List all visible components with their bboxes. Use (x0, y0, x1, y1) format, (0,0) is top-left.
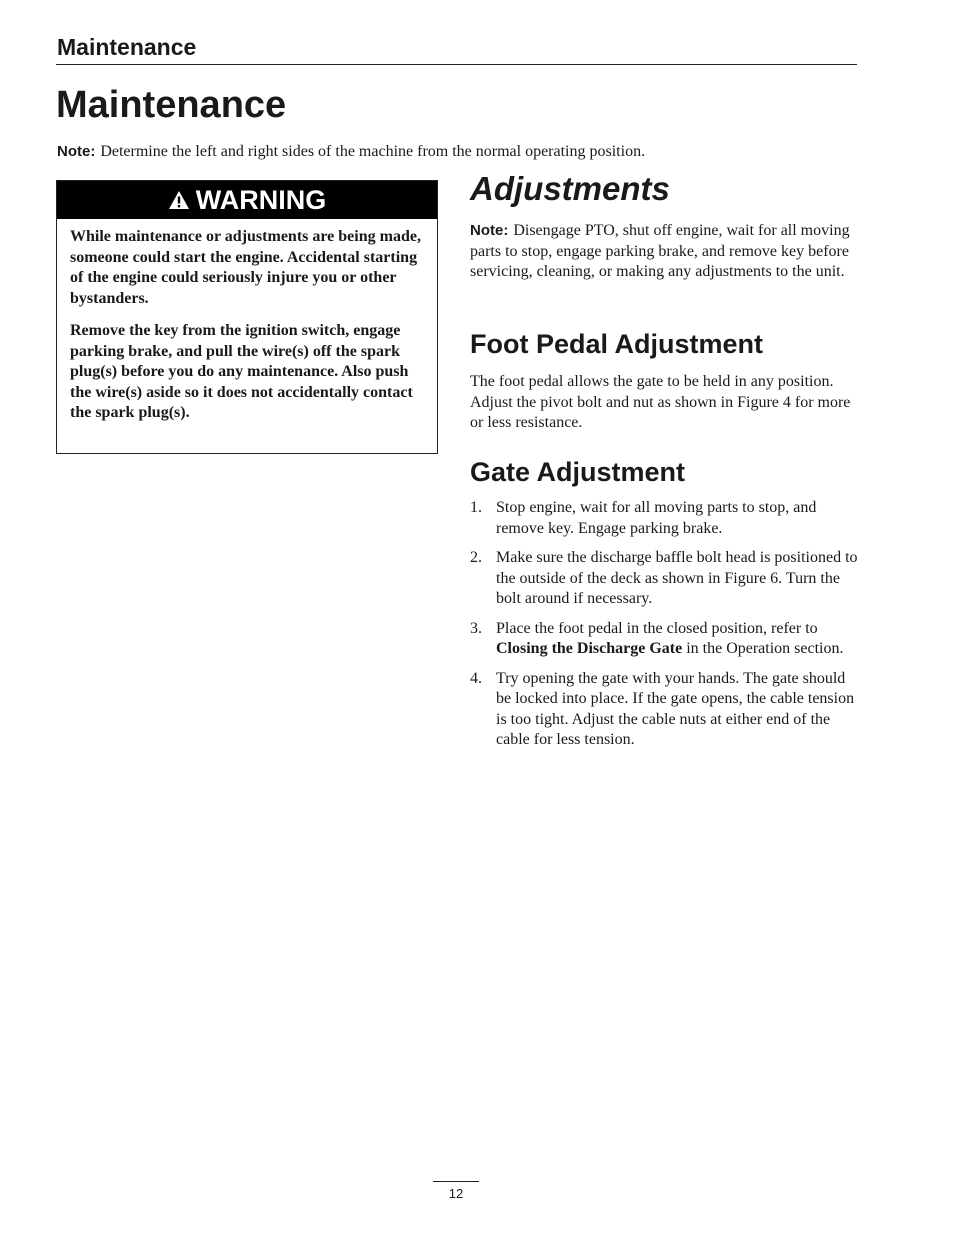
list-item (470, 498, 858, 539)
adjustments-note (470, 221, 858, 283)
page-number: 12 (448, 1186, 464, 1201)
list-item (470, 669, 858, 751)
step-text-pre: Place the foot pedal in the closed position, refer to (496, 619, 818, 637)
warning-box (56, 180, 438, 454)
foot-pedal-heading: Foot Pedal Adjustment (470, 329, 764, 359)
gate-steps-list (470, 498, 858, 760)
note-label: Note: (470, 222, 509, 239)
warning-triangle-icon (168, 190, 190, 210)
step-text: Make sure the discharge baffle bolt head is positioned to the outside of the deck as shown in Figure 6. Turn the bolt around if necessary. (496, 549, 858, 607)
step-number: 1. (470, 499, 482, 516)
list-item (470, 548, 858, 610)
step-number: 2. (470, 549, 482, 566)
step-text: Try opening the gate with your hands. The gate should be locked into place. If the gate opens, the cable tension is too tight. Adjust the cable nuts at either end of the cable for less tension. (496, 669, 855, 748)
page-title: Maintenance (56, 84, 287, 126)
warning-paragraph: Remove the key from the ignition switch, engage parking brake, and pull the wire(s) off the spark plug(s) before you do any maintenance. Also push the wire(s) aside so it does not accidentally contact the spark plug(s). (70, 322, 413, 421)
header-divider (56, 64, 857, 65)
adjustments-heading: Adjustments (470, 170, 670, 207)
foot-pedal-text: The foot pedal allows the gate to be held in any position. Adjust the pivot bolt and nut as shown in Figure 4 for more or less resistance. (470, 373, 851, 431)
note-text: Determine the left and right sides of the machine from the normal operating position. (100, 143, 646, 160)
warning-paragraph: While maintenance or adjustments are being made, someone could start the engine. Accidental starting of the engine could seriously injure you or other bystanders. (70, 228, 421, 307)
warning-header (57, 181, 437, 219)
note-label: Note: (57, 143, 96, 160)
intro-note (57, 143, 857, 161)
note-text: Disengage PTO, shut off engine, wait for all moving parts to stop, engage parking brake, and remove key before servicing, cleaning, or making any adjustments to the unit. (470, 222, 850, 280)
step-number: 3. (470, 619, 482, 637)
step-text: Stop engine, wait for all moving parts to stop, and remove key. Engage parking brake. (496, 499, 817, 537)
footer-divider (433, 1181, 479, 1182)
step-text-post: in the Operation section. (682, 640, 844, 657)
step-number: 4. (470, 669, 482, 687)
warning-body (57, 219, 437, 424)
list-item (470, 619, 858, 660)
running-header: Maintenance (57, 34, 197, 60)
gate-adjustment-heading: Gate Adjustment (470, 457, 686, 487)
step-reference: Closing the Discharge Gate (496, 640, 683, 657)
warning-title: WARNING (195, 184, 327, 215)
step-text (496, 619, 858, 660)
